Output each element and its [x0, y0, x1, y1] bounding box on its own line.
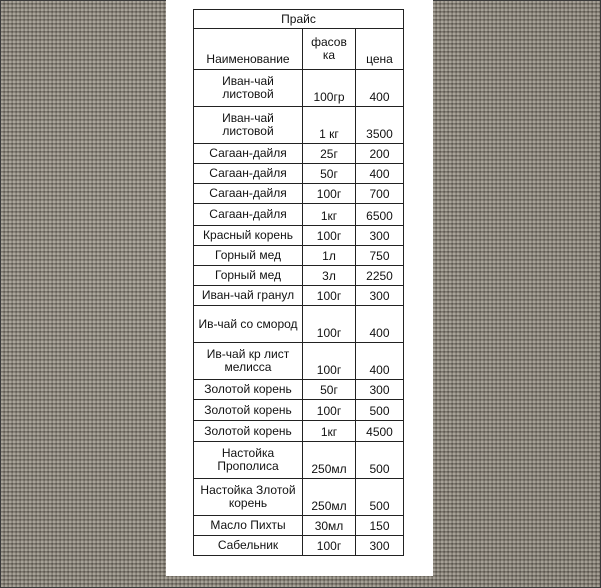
- pack-size: 25г: [303, 144, 356, 164]
- table-row: [194, 306, 404, 343]
- product-name: Сагаан-дайля: [194, 184, 303, 204]
- price: 750: [356, 246, 404, 266]
- price: 4500: [356, 421, 404, 442]
- product-name: Золотой корень: [194, 400, 303, 421]
- table-row: [194, 70, 404, 107]
- product-name: Сагаан-дайля: [194, 204, 303, 226]
- pack-size: 100г: [303, 286, 356, 306]
- table-row: [194, 246, 404, 266]
- price: 500: [356, 442, 404, 479]
- product-name: Сабельник: [194, 536, 303, 556]
- product-name: Сагаан-дайля: [194, 144, 303, 164]
- pack-size: 50г: [303, 380, 356, 400]
- table-row: [194, 107, 404, 144]
- table-row: [194, 442, 404, 479]
- table-row: [194, 286, 404, 306]
- pack-size: 100г: [303, 184, 356, 204]
- price-list-sheet: [166, 0, 433, 576]
- pack-size: 100г: [303, 536, 356, 556]
- pack-size: 50г: [303, 164, 356, 184]
- product-name: Золотой корень: [194, 421, 303, 442]
- product-name: Ив-чай со смород: [194, 306, 303, 343]
- product-name: Масло Пихты: [194, 516, 303, 536]
- pack-size: 100г: [303, 400, 356, 421]
- price: 700: [356, 184, 404, 204]
- header-row: [194, 29, 404, 70]
- pack-size: 1кг: [303, 421, 356, 442]
- price: 400: [356, 70, 404, 107]
- price: 500: [356, 400, 404, 421]
- pack-size: 250мл: [303, 479, 356, 516]
- table-row: [194, 266, 404, 286]
- product-name: Иван-чай листовой: [194, 70, 303, 107]
- pack-size: 30мл: [303, 516, 356, 536]
- price: 400: [356, 164, 404, 184]
- product-name: Настойка Прополиса: [194, 442, 303, 479]
- table-row: [194, 516, 404, 536]
- price: 400: [356, 306, 404, 343]
- header-pack: фасов ка: [303, 29, 356, 70]
- table-row: [194, 184, 404, 204]
- price: 300: [356, 380, 404, 400]
- table-row: [194, 479, 404, 516]
- pack-size: 1 кг: [303, 107, 356, 144]
- pack-size: 1л: [303, 246, 356, 266]
- table-row: [194, 226, 404, 246]
- product-name: Горный мед: [194, 246, 303, 266]
- price: 3500: [356, 107, 404, 144]
- table-row: [194, 164, 404, 184]
- price: 300: [356, 286, 404, 306]
- price: 400: [356, 343, 404, 380]
- pack-size: 100г: [303, 306, 356, 343]
- product-name: Настойка Злотой корень: [194, 479, 303, 516]
- table-row: [194, 204, 404, 226]
- pack-size: 100г: [303, 343, 356, 380]
- price: 200: [356, 144, 404, 164]
- pack-size: 100гр: [303, 70, 356, 107]
- table-row: [194, 536, 404, 556]
- title-row: [194, 10, 404, 29]
- header-name: Наименование: [194, 29, 303, 70]
- price: 300: [356, 226, 404, 246]
- price: 6500: [356, 204, 404, 226]
- pack-size: 100г: [303, 226, 356, 246]
- product-name: Сагаан-дайля: [194, 164, 303, 184]
- price: 500: [356, 479, 404, 516]
- product-name: Красный корень: [194, 226, 303, 246]
- price-list-title: Прайс: [194, 10, 404, 29]
- pack-size: 250мл: [303, 442, 356, 479]
- header-price: цена: [356, 29, 404, 70]
- table-row: [194, 343, 404, 380]
- product-name: Иван-чай гранул: [194, 286, 303, 306]
- product-name: Золотой корень: [194, 380, 303, 400]
- table-row: [194, 421, 404, 442]
- price: 300: [356, 536, 404, 556]
- price: 2250: [356, 266, 404, 286]
- pack-size: 1кг: [303, 204, 356, 226]
- table-row: [194, 380, 404, 400]
- product-name: Ив-чай кр лист мелисса: [194, 343, 303, 380]
- table-row: [194, 400, 404, 421]
- product-name: Горный мед: [194, 266, 303, 286]
- product-name: Иван-чай листовой: [194, 107, 303, 144]
- pack-size: 3л: [303, 266, 356, 286]
- price-table: [193, 9, 404, 556]
- table-row: [194, 144, 404, 164]
- price: 150: [356, 516, 404, 536]
